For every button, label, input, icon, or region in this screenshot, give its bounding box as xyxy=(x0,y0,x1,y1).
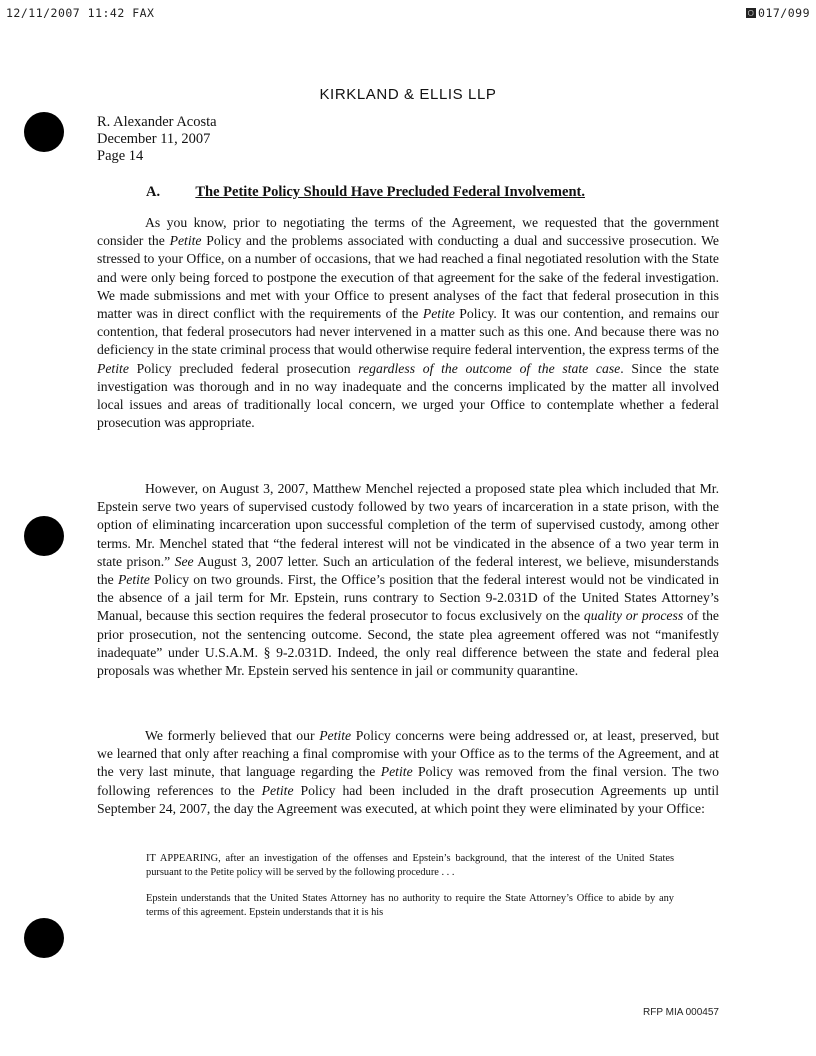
page-number: Page 14 xyxy=(97,148,144,164)
section-heading xyxy=(146,184,585,201)
text-run: Policy on two grounds. First, the Office’s position that the federal interest would not be vindicated in the absence of a jail term for Mr. Epstein, runs contrary to Section 9-2.031D of the United States Attorney’s Manual, because this section requires the federal prosecutor to focus exclusively on the xyxy=(97,572,719,624)
text-run: We formerly believed that our xyxy=(145,728,320,743)
text-run: Policy was removed from the final version. The two following references to the xyxy=(97,764,719,798)
text-run: Policy precluded federal prosecution xyxy=(128,360,359,376)
text-run: However, on August 3, 2007, Matthew Menchel rejected a proposed state plea which included that Mr. Epstein serve two years of supervised custody followed by two years of incarceration in a state prison, with the option of eliminating incarceration upon successful completion of the term of supervised custody, among other terms. Mr. Menchel stated that “the federal interest will not be vindicated in the absence of a two year term in state prison.” xyxy=(97,481,719,569)
text-run: . Since the state investigation was thorough and in no way inadequate and the concerns implicated by the matter all involved local issues and areas of traditionally local concern, we urged your Office to contemplate whether a federal prosecution was appropriate. xyxy=(97,360,720,431)
section-title: The Petite Policy Should Have Precluded Federal Involvement. xyxy=(195,184,585,200)
italic-petite: Petite xyxy=(380,764,413,780)
block-quote-2: Epstein understands that the United States Attorney has no authority to require the State Attorney’s Office to abide by any terms of this agreement. Epstein understands that it is his xyxy=(146,893,674,918)
fax-box-icon: ▢ xyxy=(746,8,756,18)
fax-page-number: 017/099 xyxy=(758,6,810,20)
letter-date: December 11, 2007 xyxy=(97,131,211,147)
fax-page-counter xyxy=(746,6,810,20)
punch-hole-decoration xyxy=(24,516,64,556)
body-paragraph-2 xyxy=(97,480,719,680)
text-run: Policy had been included in the draft prosecution Agreements up until September 24, 2007, the day the Agreement was executed, at which point they were eliminated by your Office: xyxy=(97,782,719,816)
punch-hole-decoration xyxy=(24,918,64,958)
section-letter: A. xyxy=(146,184,161,200)
body-paragraph-1 xyxy=(97,214,719,432)
italic-petite: Petite xyxy=(422,306,455,322)
italic-petite: Petite xyxy=(169,233,202,249)
body-paragraph-3 xyxy=(97,727,719,818)
bates-number: RFP MIA 000457 xyxy=(643,1007,719,1018)
addressee-block xyxy=(97,114,217,165)
addressee-name: R. Alexander Acosta xyxy=(97,114,217,130)
italic-emphasis: quality or process xyxy=(583,608,684,624)
firm-letterhead: KIRKLAND & ELLIS LLP xyxy=(319,86,497,103)
italic-petite: Petite xyxy=(319,728,352,743)
text-run: As you know, prior to negotiating the terms of the Agreement, we requested that the government consider the xyxy=(97,215,719,249)
fax-header xyxy=(6,6,810,22)
italic-petite: Petite xyxy=(97,360,129,376)
text-run: August 3, 2007 letter. Such an articulation of the federal interest, we believe, misunderstands the xyxy=(97,553,719,588)
italic-see: See xyxy=(174,553,194,569)
text-run: Policy. It was our contention, and remains our contention, that federal prosecutors had never intervened in a matter such as this one. And because there was no deficiency in the state criminal process that would otherwise require federal intervention, the express terms of the xyxy=(97,306,719,358)
text-run: Policy concerns were being addressed or, at least, preserved, but we learned that only after reaching a final compromise with your Office as to the terms of the Agreement, and at the very last minute, that language regarding the xyxy=(97,728,719,780)
text-run: Policy and the problems associated with conducting a dual and successive prosecution. We stressed to your Office, on a number of occasions, that we had reached a final negotiated resolution with the State and were only being forced to postpone the execution of that agreement for the sake of the federal investigation. We made submissions and met with your Office to present analyses of the fact that federal prosecution in this matter was in direct conflict with the requirements of the xyxy=(97,233,719,322)
block-quote-1: IT APPEARING, after an investigation of the offenses and Epstein’s background, that the interest of the United States pursuant to the Petite policy will be served by the following procedure . . . xyxy=(146,853,674,878)
italic-emphasis: regardless of the outcome of the state case xyxy=(358,360,621,376)
text-run: of the prior prosecution, not the sentencing outcome. Second, the state plea agreement offered was not “manifestly inadequate” under U.S.A.M. § 9-2.031D. Indeed, the only real difference between the state and federal plea proposals was whether Mr. Epstein served his sentence in jail or community quarantine. xyxy=(97,608,720,679)
fax-timestamp: 12/11/2007 11:42 FAX xyxy=(6,6,155,20)
italic-petite: Petite xyxy=(261,782,294,798)
italic-petite: Petite xyxy=(117,572,150,588)
punch-hole-decoration xyxy=(24,112,64,152)
